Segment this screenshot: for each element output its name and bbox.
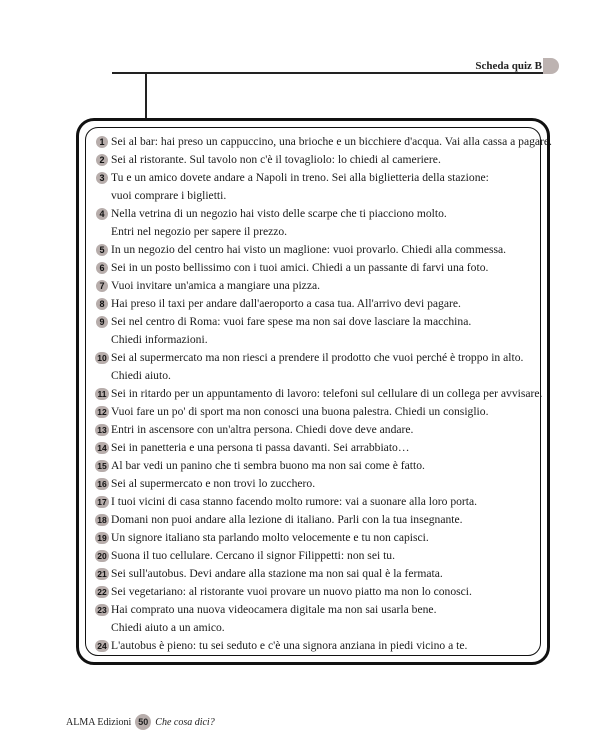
item-number-badge: 24 xyxy=(95,640,109,652)
item-text-line: Chiedi aiuto. xyxy=(111,369,171,382)
quiz-item xyxy=(96,241,546,259)
item-text-line: vuoi comprare i biglietti. xyxy=(111,189,227,202)
item-text-line: Domani non puoi andare alla lezione di italiano. Parli con la tua insegnante. xyxy=(111,513,463,526)
quiz-item xyxy=(96,205,546,241)
publisher-name: ALMA Edizioni xyxy=(66,716,132,728)
quiz-item xyxy=(96,421,546,439)
item-text-line: Vuoi invitare un'amica a mangiare una pizza. xyxy=(111,279,321,292)
item-text-line: Chiedi informazioni. xyxy=(111,333,208,346)
item-text-line: Un signore italiano sta parlando molto velocemente e tu non capisci. xyxy=(111,531,429,544)
quiz-item xyxy=(96,583,546,601)
quiz-item xyxy=(96,547,546,565)
item-text-line: Tu e un amico dovete andare a Napoli in treno. Sei alla biglietteria della stazione: xyxy=(111,171,489,184)
item-number-badge: 3 xyxy=(96,172,108,184)
quiz-item xyxy=(96,475,546,493)
quiz-item xyxy=(96,295,546,313)
quiz-item xyxy=(96,493,546,511)
item-number-badge: 13 xyxy=(95,424,109,436)
item-text-line: In un negozio del centro hai visto un maglione: vuoi provarlo. Chiedi alla commessa. xyxy=(111,243,507,256)
item-text-line: Sei vegetariano: al ristorante vuoi provare un nuovo piatto ma non lo conosci. xyxy=(111,585,472,598)
item-number-badge: 10 xyxy=(95,352,109,364)
item-text-line: Chiedi aiuto a un amico. xyxy=(111,621,225,634)
item-number-badge: 1 xyxy=(96,136,108,148)
item-text-line: Sei al supermercato ma non riesci a prendere il prodotto che vuoi perché è troppo in alto. xyxy=(111,351,524,364)
page-number: 50 xyxy=(135,714,151,730)
item-text-line: Sei sull'autobus. Devi andare alla stazione ma non sai qual è la fermata. xyxy=(111,567,443,580)
item-text-line: Sei in ritardo per un appuntamento di lavoro: telefoni sul cellulare di un collega per avvisare. xyxy=(111,387,543,400)
sheet-tab-marker xyxy=(543,58,559,74)
item-text-line: Sei nel centro di Roma: vuoi fare spese ma non sai dove lasciare la macchina. xyxy=(111,315,472,328)
item-text-line: Hai comprato una nuova videocamera digitale ma non sai usarla bene. xyxy=(111,603,437,616)
quiz-item xyxy=(96,133,552,151)
item-number-badge: 16 xyxy=(95,478,109,490)
quiz-item xyxy=(96,169,546,205)
item-text-line: Sei in panetteria e una persona ti passa davanti. Sei arrabbiato… xyxy=(111,441,410,454)
item-text-line: Entri nel negozio per sapere il prezzo. xyxy=(111,225,288,238)
item-number-badge: 20 xyxy=(95,550,109,562)
item-number-badge: 6 xyxy=(96,262,108,274)
page-footer xyxy=(66,714,215,730)
item-number-badge: 8 xyxy=(96,298,108,310)
item-number-badge: 21 xyxy=(95,568,109,580)
quiz-item xyxy=(96,457,546,475)
item-text-line: Suona il tuo cellulare. Cercano il signor Filippetti: non sei tu. xyxy=(111,549,396,562)
item-text-line: Sei al supermercato e non trovi lo zucchero. xyxy=(111,477,316,490)
item-number-badge: 4 xyxy=(96,208,108,220)
quiz-item xyxy=(96,637,546,655)
item-number-badge: 5 xyxy=(96,244,108,256)
item-number-badge: 22 xyxy=(95,586,109,598)
item-number-badge: 23 xyxy=(95,604,109,616)
item-text-line: Sei al ristorante. Sul tavolo non c'è il tovagliolo: lo chiedi al cameriere. xyxy=(111,153,441,166)
item-number-badge: 2 xyxy=(96,154,108,166)
quiz-list xyxy=(96,133,552,655)
quiz-item xyxy=(96,439,546,457)
quiz-item xyxy=(96,601,546,637)
quiz-item xyxy=(96,313,546,349)
item-number-badge: 17 xyxy=(95,496,109,508)
item-text-line: Hai preso il taxi per andare dall'aeroporto a casa tua. All'arrivo devi pagare. xyxy=(111,297,461,310)
item-text-line: Sei in un posto bellissimo con i tuoi amici. Chiedi a un passante di farvi una foto. xyxy=(111,261,489,274)
item-number-badge: 7 xyxy=(96,280,108,292)
book-title: Che cosa dici? xyxy=(155,716,215,728)
quiz-item xyxy=(96,385,546,403)
item-text-line: I tuoi vicini di casa stanno facendo molto rumore: vai a suonare alla loro porta. xyxy=(111,495,478,508)
quiz-item xyxy=(96,349,546,385)
item-text-line: Nella vetrina di un negozio hai visto delle scarpe che ti piacciono molto. xyxy=(111,207,447,220)
item-number-badge: 12 xyxy=(95,406,109,418)
quiz-item xyxy=(96,151,546,169)
item-number-badge: 11 xyxy=(95,388,109,400)
sheet-label: Scheda quiz B xyxy=(475,60,542,72)
quiz-item xyxy=(96,565,546,583)
quiz-item xyxy=(96,259,546,277)
item-text-line: Al bar vedi un panino che ti sembra buono ma non sai come è fatto. xyxy=(111,459,425,472)
quiz-item xyxy=(96,277,546,295)
header-rule xyxy=(112,72,548,74)
header-vertical-rule xyxy=(145,73,147,121)
item-text-line: Vuoi fare un po' di sport ma non conosci una buona palestra. Chiedi un consiglio. xyxy=(111,405,489,418)
item-text-line: Entri in ascensore con un'altra persona. Chiedi dove deve andare. xyxy=(111,423,414,436)
quiz-item xyxy=(96,511,546,529)
quiz-item xyxy=(96,403,546,421)
item-number-badge: 14 xyxy=(95,442,109,454)
item-text-line: L'autobus è pieno: tu sei seduto e c'è una signora anziana in piedi vicino a te. xyxy=(111,639,468,652)
item-number-badge: 19 xyxy=(95,532,109,544)
quiz-item xyxy=(96,529,546,547)
item-number-badge: 15 xyxy=(95,460,109,472)
item-number-badge: 18 xyxy=(95,514,109,526)
item-number-badge: 9 xyxy=(96,316,108,328)
item-text-line: Sei al bar: hai preso un cappuccino, una brioche e un bicchiere d'acqua. Vai alla cassa a pagare. xyxy=(111,135,552,148)
